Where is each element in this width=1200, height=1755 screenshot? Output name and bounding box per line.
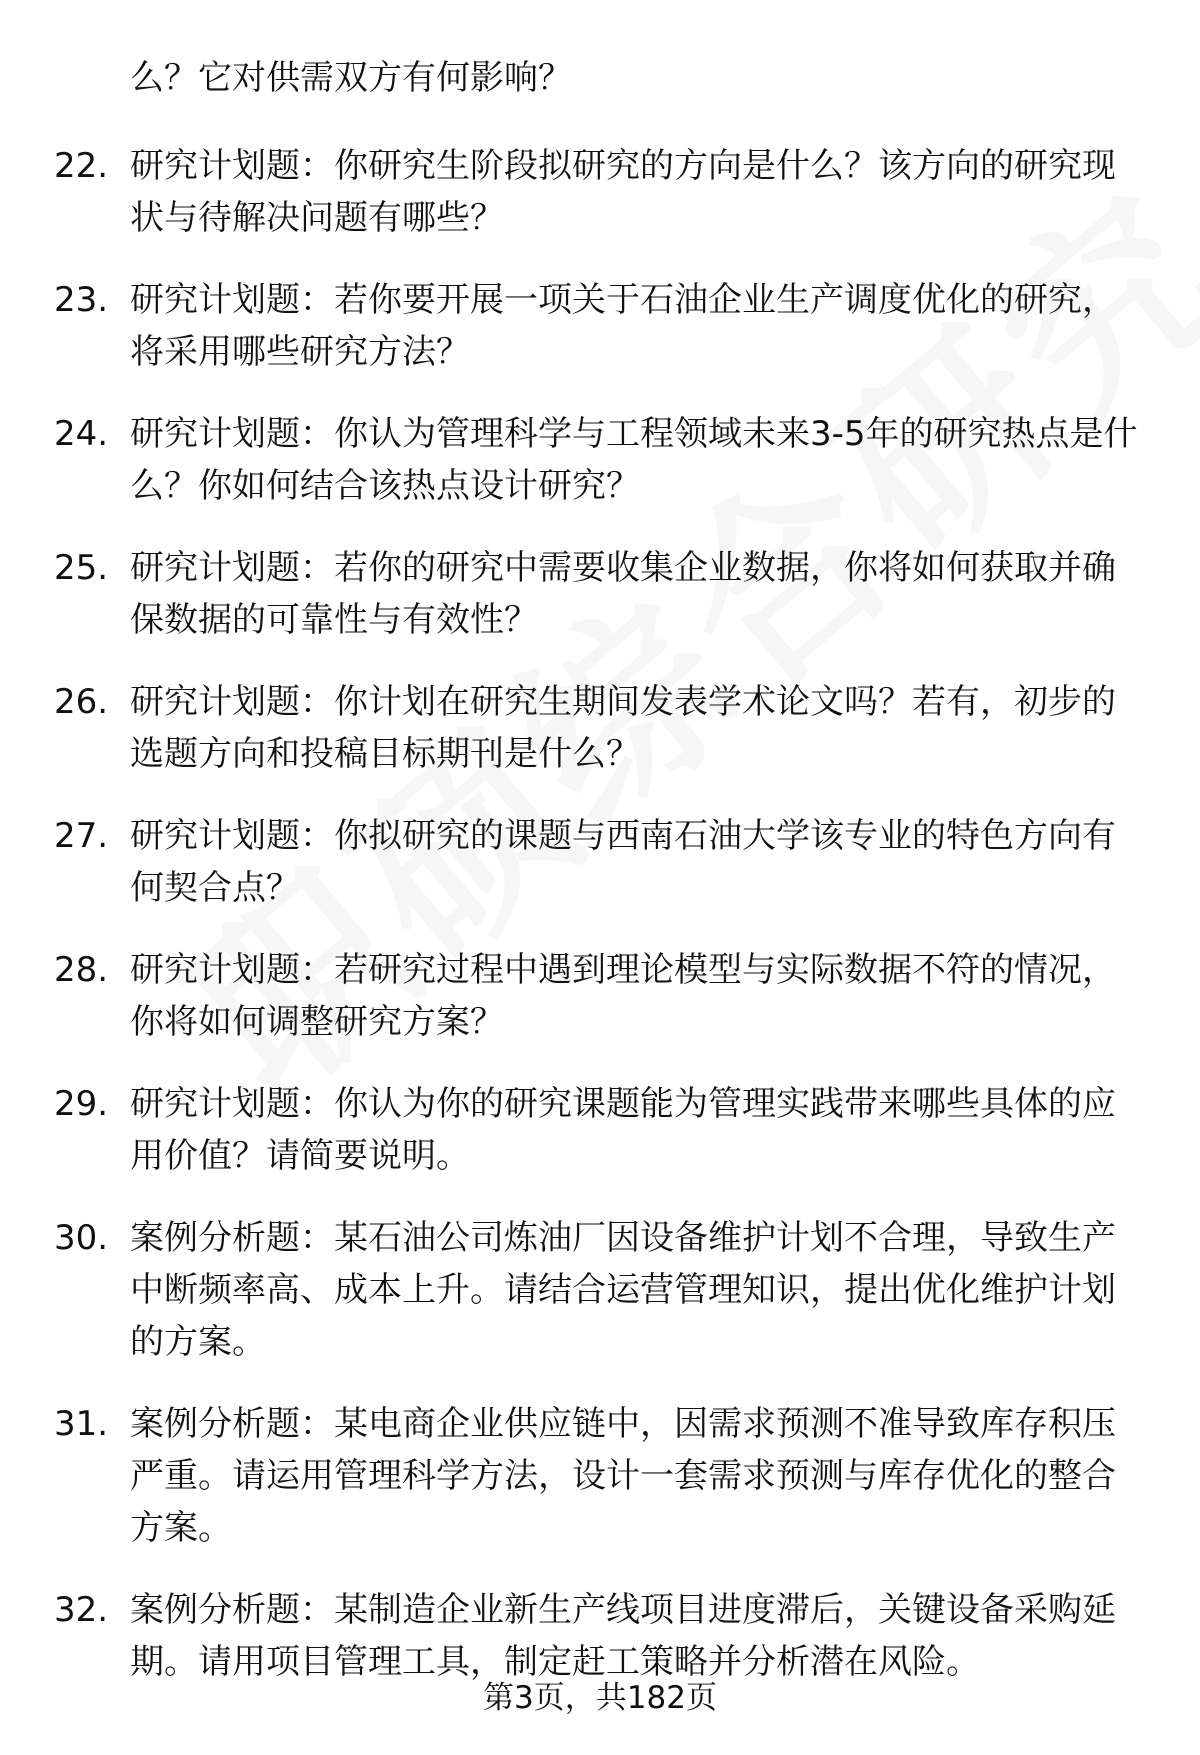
question-item-25 <box>54 542 1144 646</box>
question-number: 27. <box>54 816 109 856</box>
question-number: 28. <box>54 950 109 990</box>
question-item-23 <box>54 274 1144 378</box>
question-text: 研究计划题：你认为管理科学与工程领域未来3-5年的研究热点是什么？你如何结合该热点设计研究？ <box>130 414 1138 506</box>
question-item-26 <box>54 676 1144 780</box>
question-item-32 <box>54 1584 1144 1688</box>
question-text: 研究计划题：若你要开展一项关于石油企业生产调度优化的研究，将采用哪些研究方法？ <box>130 280 1116 372</box>
question-text: 案例分析题：某石油公司炼油厂因设备维护计划不合理，导致生产中断频率高、成本上升。请结合运营管理知识，提出优化维护计划的方案。 <box>130 1218 1116 1362</box>
question-text: 研究计划题：你拟研究的课题与西南石油大学该专业的特色方向有何契合点？ <box>130 816 1116 908</box>
question-number: 22. <box>54 146 109 186</box>
question-number: 23. <box>54 280 109 320</box>
page-number-footer: 第3页，共182页 <box>483 1680 717 1716</box>
question-item-29 <box>54 1078 1144 1182</box>
question-item-28 <box>54 944 1144 1048</box>
question-text: 研究计划题：你计划在研究生期间发表学术论文吗？若有，初步的选题方向和投稿目标期刊是什么？ <box>130 682 1116 774</box>
question-text: 研究计划题：你研究生阶段拟研究的方向是什么？该方向的研究现状与待解决问题有哪些？ <box>130 146 1116 238</box>
question-text: 案例分析题：某电商企业供应链中，因需求预测不准导致库存积压严重。请运用管理科学方法，设计一套需求预测与库存优化的整合方案。 <box>130 1404 1116 1548</box>
question-number: 31. <box>54 1404 109 1444</box>
question-item-24 <box>54 408 1144 512</box>
question-item-22 <box>54 140 1144 244</box>
question-item-31 <box>54 1398 1144 1554</box>
question-text: 研究计划题：你认为你的研究课题能为管理实践带来哪些具体的应用价值？请简要说明。 <box>130 1084 1116 1176</box>
question-item-30 <box>54 1212 1144 1368</box>
question-text: 案例分析题：某制造企业新生产线项目进度滞后，关键设备采购延期。请用项目管理工具，制定赶工策略并分析潜在风险。 <box>130 1590 1116 1682</box>
question-item-27 <box>54 810 1144 914</box>
question-number: 32. <box>54 1590 109 1630</box>
question-text: 研究计划题：若你的研究中需要收集企业数据，你将如何获取并确保数据的可靠性与有效性？ <box>130 548 1116 640</box>
question-number: 24. <box>54 414 109 454</box>
continued-question-text: 么？它对供需双方有何影响？ <box>130 58 572 98</box>
question-list <box>54 140 1144 1718</box>
question-number: 30. <box>54 1218 109 1258</box>
question-text: 研究计划题：若研究过程中遇到理论模型与实际数据不符的情况，你将如何调整研究方案？ <box>130 950 1116 1042</box>
question-number: 29. <box>54 1084 109 1124</box>
question-number: 25. <box>54 548 109 588</box>
question-number: 26. <box>54 682 109 722</box>
